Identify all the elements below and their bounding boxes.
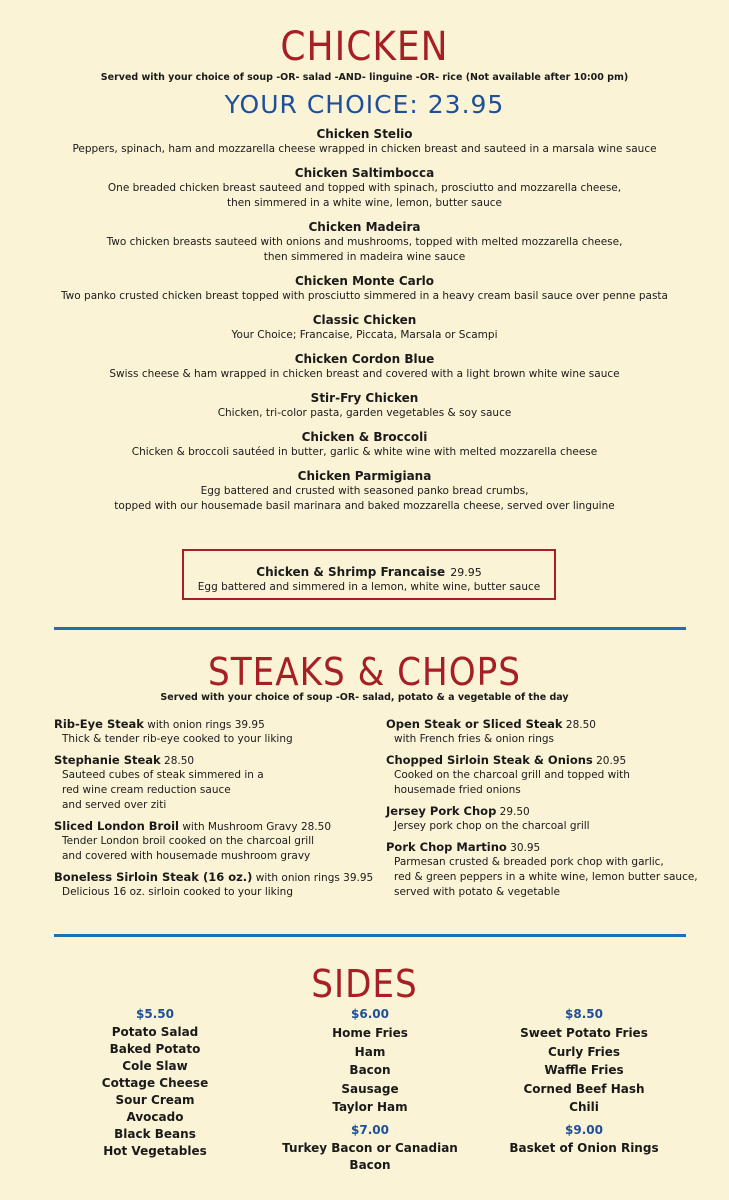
item-price: 28.50 bbox=[164, 755, 195, 767]
side-item: Cole Slaw bbox=[122, 1059, 188, 1073]
item-description: Your Choice; Francaise, Piccata, Marsala or Scampi bbox=[231, 329, 498, 341]
item-description: served with potato & vegetable bbox=[394, 886, 560, 898]
section-divider bbox=[54, 934, 686, 937]
menu-item bbox=[54, 870, 374, 900]
item-description: Egg battered and crusted with seasoned panko bread crumbs, bbox=[200, 485, 529, 497]
chicken-item-list bbox=[0, 126, 729, 522]
item-description: Peppers, spinach, ham and mozzarella cheese wrapped in chicken breast and sauteed in a marsala wine sauce bbox=[72, 143, 657, 155]
featured-item-price: 29.95 bbox=[450, 566, 482, 579]
side-item: Black Beans bbox=[114, 1127, 196, 1141]
menu-item bbox=[0, 126, 729, 157]
featured-item-box bbox=[182, 549, 556, 600]
menu-item bbox=[386, 804, 706, 834]
menu-item bbox=[0, 219, 729, 265]
item-description: with French fries & onion rings bbox=[394, 733, 555, 745]
menu-item bbox=[386, 717, 706, 747]
steaks-right-column bbox=[386, 717, 706, 906]
item-description: Cooked on the charcoal grill and topped with bbox=[394, 769, 630, 781]
item-extra: with Mushroom Gravy bbox=[178, 821, 301, 833]
item-description: Delicious 16 oz. sirloin cooked to your liking bbox=[62, 886, 293, 898]
item-description: Chicken & broccoli sautéed in butter, garlic & white wine with melted mozzarella cheese bbox=[131, 446, 598, 458]
menu-item bbox=[0, 351, 729, 382]
item-price: 28.50 bbox=[300, 821, 331, 833]
menu-item bbox=[0, 429, 729, 460]
item-name: Chicken & Broccoli bbox=[301, 430, 428, 444]
menu-item bbox=[54, 717, 374, 747]
item-description: red & green peppers in a white wine, lemon butter sauce, bbox=[394, 871, 698, 883]
steaks-subtitle: Served with your choice of soup -OR- salad, potato & a vegetable of the day bbox=[160, 692, 569, 703]
steaks-section-title: STEAKS & CHOPS bbox=[208, 650, 521, 694]
chicken-price-banner: YOUR CHOICE: 23.95 bbox=[224, 90, 505, 119]
side-item: Turkey Bacon or Canadian Bacon bbox=[282, 1140, 458, 1172]
item-description: red wine cream reduction sauce bbox=[62, 784, 231, 796]
side-item: Sour Cream bbox=[115, 1093, 195, 1107]
sides-price: $7.00 bbox=[351, 1122, 389, 1137]
item-description: then simmered in a white wine, lemon, butter sauce bbox=[227, 197, 502, 209]
item-description: One breaded chicken breast sauteed and topped with spinach, prosciutto and mozzarella cheese, bbox=[107, 182, 622, 194]
item-name: Pork Chop Martino bbox=[386, 840, 507, 854]
menu-item bbox=[386, 753, 706, 798]
menu-item bbox=[0, 165, 729, 211]
side-item: Corned Beef Hash bbox=[523, 1081, 645, 1096]
item-description: housemade fried onions bbox=[394, 784, 521, 796]
menu-item bbox=[0, 312, 729, 343]
section-divider bbox=[54, 627, 686, 630]
sides-price: $8.50 bbox=[565, 1007, 603, 1021]
menu-item bbox=[386, 840, 706, 900]
item-description: Jersey pork chop on the charcoal grill bbox=[394, 820, 590, 832]
item-name: Chicken Parmigiana bbox=[297, 469, 432, 483]
sides-column-2 bbox=[260, 1006, 480, 1174]
item-description: and served over ziti bbox=[62, 799, 167, 811]
side-item: Ham bbox=[354, 1044, 386, 1059]
item-description: Two panko crusted chicken breast topped with prosciutto simmered in a heavy cream basil sauce over penne pasta bbox=[61, 290, 668, 302]
item-name: Chicken Madeira bbox=[308, 220, 421, 234]
item-description: then simmered in madeira wine sauce bbox=[263, 251, 466, 263]
side-item: Chili bbox=[569, 1100, 599, 1114]
sides-column-3 bbox=[504, 1006, 664, 1157]
item-name: Stephanie Steak bbox=[54, 753, 161, 767]
menu-item bbox=[54, 819, 374, 864]
item-description: and covered with housemade mushroom gravy bbox=[62, 850, 311, 862]
item-name: Chicken Stelio bbox=[316, 127, 413, 141]
side-item: Home Fries bbox=[332, 1026, 408, 1040]
item-description: Parmesan crusted & breaded pork chop with garlic, bbox=[394, 856, 664, 868]
item-extra: with onion rings bbox=[143, 719, 235, 731]
sides-price: $9.00 bbox=[565, 1122, 603, 1137]
steaks-left-column bbox=[54, 717, 374, 906]
sides-section-title: SIDES bbox=[311, 962, 418, 1006]
item-name: Sliced London Broil bbox=[54, 819, 179, 833]
side-item: Basket of Onion Rings bbox=[509, 1140, 659, 1155]
item-name: Open Steak or Sliced Steak bbox=[386, 717, 563, 731]
sides-column-1 bbox=[80, 1006, 230, 1160]
item-name: Stir-Fry Chicken bbox=[310, 391, 419, 405]
item-name: Chopped Sirloin Steak & Onions bbox=[386, 753, 593, 767]
item-description: topped with our housemade basil marinara and baked mozzarella cheese, served over linguine bbox=[114, 500, 615, 512]
side-item: Baked Potato bbox=[109, 1042, 201, 1056]
menu-item bbox=[0, 468, 729, 514]
item-price: 28.50 bbox=[565, 719, 596, 731]
item-name: Classic Chicken bbox=[312, 313, 417, 327]
item-name: Chicken Saltimbocca bbox=[294, 166, 435, 180]
side-item: Avocado bbox=[126, 1110, 184, 1124]
side-item: Sweet Potato Fries bbox=[520, 1026, 648, 1040]
menu-item bbox=[54, 753, 374, 813]
item-extra: with onion rings bbox=[252, 872, 344, 884]
item-name: Chicken Cordon Blue bbox=[294, 352, 435, 366]
item-price: 39.95 bbox=[343, 872, 374, 884]
side-item: Hot Vegetables bbox=[103, 1144, 207, 1158]
item-description: Swiss cheese & ham wrapped in chicken breast and covered with a light brown white wine sauce bbox=[109, 368, 620, 380]
sides-price: $6.00 bbox=[351, 1007, 389, 1021]
item-name: Jersey Pork Chop bbox=[386, 804, 497, 818]
item-description: Thick & tender rib-eye cooked to your liking bbox=[62, 733, 293, 745]
item-description: Tender London broil cooked on the charcoal grill bbox=[62, 835, 315, 847]
item-description: Sauteed cubes of steak simmered in a bbox=[62, 769, 264, 781]
chicken-subtitle: Served with your choice of soup -OR- salad -AND- linguine -OR- rice (Not available after 10:00 pm) bbox=[100, 72, 629, 83]
item-price: 30.95 bbox=[510, 842, 541, 854]
side-item: Sausage bbox=[341, 1081, 399, 1096]
featured-item-description: Egg battered and simmered in a lemon, white wine, butter sauce bbox=[197, 581, 541, 593]
item-name: Boneless Sirloin Steak (16 oz.) bbox=[54, 870, 253, 884]
item-price: 39.95 bbox=[234, 719, 265, 731]
side-item: Waffle Fries bbox=[544, 1063, 624, 1077]
side-item: Curly Fries bbox=[547, 1044, 621, 1059]
item-price: 29.50 bbox=[499, 806, 530, 818]
featured-item-name: Chicken & Shrimp Francaise bbox=[256, 565, 446, 579]
side-item: Potato Salad bbox=[111, 1025, 199, 1039]
item-name: Rib-Eye Steak bbox=[54, 717, 144, 731]
chicken-section-title: CHICKEN bbox=[280, 24, 449, 70]
item-description: Chicken, tri-color pasta, garden vegetables & soy sauce bbox=[217, 407, 512, 419]
menu-item bbox=[0, 390, 729, 421]
item-name: Chicken Monte Carlo bbox=[294, 274, 435, 288]
side-item: Bacon bbox=[349, 1063, 391, 1077]
side-item: Taylor Ham bbox=[332, 1100, 408, 1114]
menu-item bbox=[0, 273, 729, 304]
item-price: 20.95 bbox=[596, 755, 627, 767]
item-description: Two chicken breasts sauteed with onions and mushrooms, topped with melted mozzarella cheese, bbox=[106, 236, 623, 248]
sides-price: $5.50 bbox=[136, 1007, 174, 1021]
side-item: Cottage Cheese bbox=[101, 1076, 209, 1090]
